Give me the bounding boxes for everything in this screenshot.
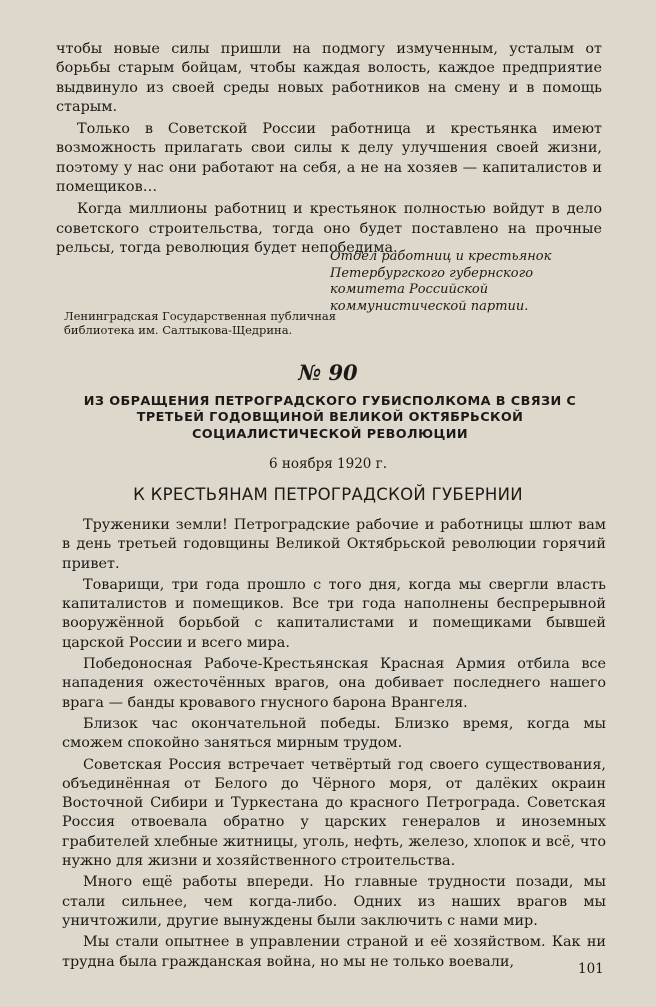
- document-number: № 90: [298, 360, 358, 385]
- top-paragraph-2: Только в Советской России работница и крестьянка имеют возможность прилагать свои силы к делу улучшения своей жизни, поэтому у нас они работают на себя, а не на хозяев — капиталистов и помещиков…: [56, 121, 602, 196]
- appeal-title: К КРЕСТЬЯНАМ ПЕТРОГРАДСКОЙ ГУБЕРНИИ: [133, 485, 523, 504]
- main-paragraph: Товарищи, три года прошло с того дня, когда мы свергли власть капиталистов и помещиков. Все три года наполнены беспрерывной вооружённой борьбой с капиталистами и помещиками бывшей царской России и всего мира.: [62, 576, 606, 651]
- top-text-block: [56, 40, 602, 258]
- main-text-block: [62, 516, 606, 972]
- top-paragraph-3: Когда миллионы работниц и крестьянок полностью войдут в дело советского строительства, тогда оно будет поставлено на прочные рельсы, тогда революция будет непобедима.: [56, 201, 602, 256]
- document-heading: ИЗ ОБРАЩЕНИЯ ПЕТРОГРАДСКОГО ГУБИСПОЛКОМА В СВЯЗИ С ТРЕТЬЕЙ ГОДОВЩИНОЙ ВЕЛИКОЙ ОКТЯБРЬСКОЙ СОЦИАЛИСТИЧЕСКОЙ РЕВОЛЮЦИИ: [83, 394, 577, 442]
- main-paragraph: Советская Россия встречает четвёртый год своего существования, объединённая от Белого до Чёрного моря, от далёких окраин Восточной Сибири и Туркестана до красного Петрограда. Советская Россия отвоевала обратно у царских генералов и иноземных грабителей хлебные житницы, уголь, нефть, железо, хлопок и всё, что нужно для жизни и хозяйственного строительства.: [62, 756, 606, 870]
- main-paragraph: Близок час окончательной победы. Близко время, когда мы сможем спокойно заняться мирным трудом.: [62, 715, 606, 752]
- signature-block: Отдел работниц и крестьянок Петербургского губернского комитета Российской коммунистической партии.: [330, 249, 552, 314]
- document-date: 6 ноября 1920 г.: [268, 456, 388, 472]
- main-paragraph: Много ещё работы впереди. Но главные трудности позади, мы стали сильнее, чем когда-либо. Одних из наших врагов мы уничтожили, другие вынуждены были заключить с нами мир.: [62, 874, 606, 929]
- main-paragraph: Труженики земли! Петроградские рабочие и работницы шлют вам в день третьей годовщины Великой Октябрьской революции горячий привет.: [62, 517, 606, 572]
- top-paragraph-1: чтобы новые силы пришли на подмогу измученным, усталым от борьбы старым бойцам, чтобы каждая волость, каждое предприятие выдвинуло из своей среды новых работников на смену и в помощь старым.: [56, 41, 602, 115]
- main-paragraph: Мы стали опытнее в управлении страной и её хозяйством. Как ни трудна была гражданская война, но мы не только воевали,: [62, 934, 606, 970]
- page-number: 101: [578, 961, 604, 977]
- main-paragraph: Победоносная Рабоче-Крестьянская Красная Армия отбила все нападения ожесточённых врагов, она добивает последнего нашего врага — банды кровавого гнусного барона Врангеля.: [62, 656, 606, 711]
- archive-source-note: Ленинградская Государственная публичная библиотека им. Салтыкова-Щедрина.: [64, 309, 337, 337]
